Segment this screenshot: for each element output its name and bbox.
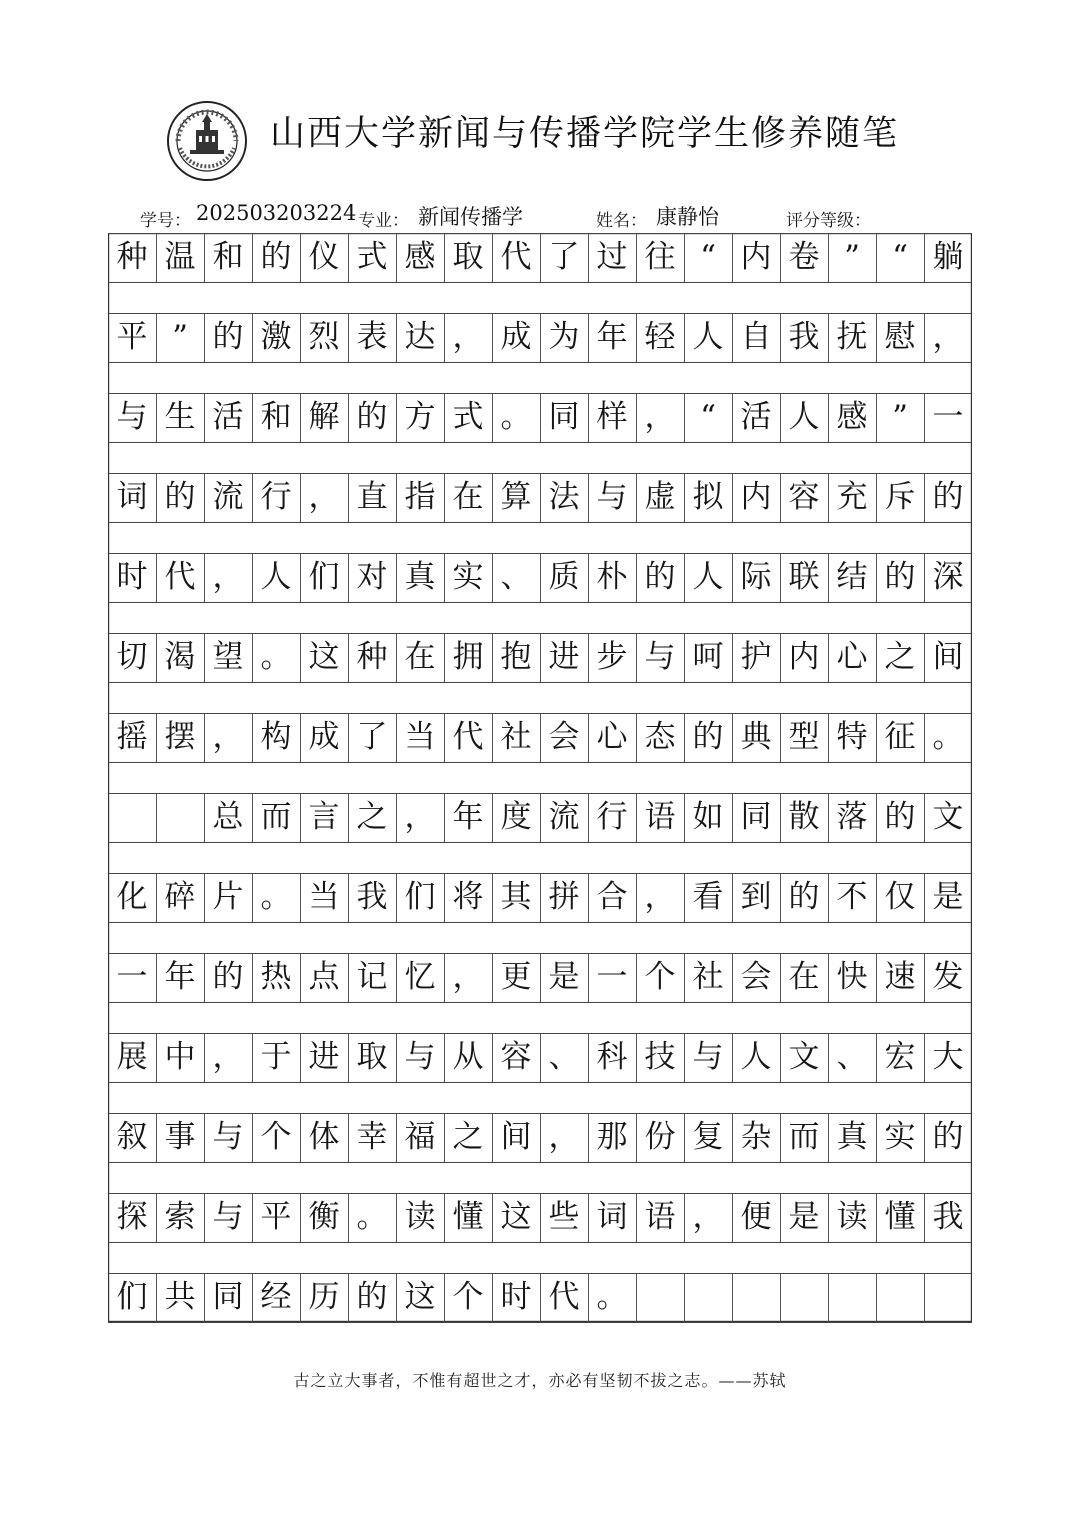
grid-char: 速: [884, 959, 916, 995]
grid-char: 卷: [788, 239, 820, 275]
essay-line: [108, 233, 972, 282]
essay-line: [108, 953, 972, 1002]
grid-char: 到: [740, 879, 772, 915]
grid-char: ”: [172, 319, 188, 355]
grade-label: 评分等级：: [786, 211, 871, 231]
grid-char: 词: [116, 479, 148, 515]
essay-line: [108, 633, 972, 682]
grid-char: 内: [740, 479, 772, 515]
grid-char: ，: [644, 879, 676, 915]
grid-char: 摇: [116, 719, 148, 755]
grid-char: [108, 793, 156, 842]
grid-char: 社: [692, 959, 724, 995]
grid-char: 经: [260, 1279, 292, 1315]
grid-char: 复: [692, 1119, 724, 1155]
name-value: 康静怡: [656, 205, 719, 229]
grid-char: 种: [116, 239, 148, 275]
essay-line: [108, 473, 972, 522]
grid-char: 成: [308, 719, 340, 755]
grid-char: 是: [788, 1199, 820, 1235]
grid-char: 典: [740, 719, 772, 755]
grid-char: 是: [548, 959, 580, 995]
grid-char: 个: [644, 959, 676, 995]
grid-char: 的: [356, 1279, 388, 1315]
grid-char: 在: [452, 479, 484, 515]
grid-char: 烈: [308, 319, 340, 355]
grid-char: 一: [596, 959, 628, 995]
grid-char: 忆: [404, 959, 436, 995]
grid-char: 式: [452, 399, 484, 435]
grid-char: 幸: [356, 1119, 388, 1155]
grid-char: 代: [164, 559, 196, 595]
grid-char: 会: [740, 959, 772, 995]
grid-char: 的: [692, 719, 724, 755]
grid-char: 语: [644, 1199, 676, 1235]
grid-char: 特: [836, 719, 868, 755]
grid-char: 渴: [164, 639, 196, 675]
grid-char: 这: [500, 1199, 532, 1235]
grid-char: 望: [212, 639, 244, 675]
grid-char: 呵: [692, 639, 724, 675]
grid-char: 懂: [884, 1199, 916, 1235]
grid-char: 直: [356, 479, 388, 515]
grid-char: ，: [692, 1199, 724, 1235]
grid-char: 行: [260, 479, 292, 515]
grid-char: 展: [116, 1039, 148, 1075]
grid-char: 仪: [308, 239, 340, 275]
grid-char: ，: [644, 399, 676, 435]
grid-char: 时: [500, 1279, 532, 1315]
grid-char: 实: [884, 1119, 916, 1155]
essay-line: [108, 873, 972, 922]
grid-char: 温: [164, 239, 196, 275]
grid-char: ，: [212, 559, 244, 595]
grid-char: 而: [260, 799, 292, 835]
grid-char: 当: [404, 719, 436, 755]
grid-char: 同: [740, 799, 772, 835]
grid-char: 词: [596, 1199, 628, 1235]
essay-line: [108, 1113, 972, 1162]
grid-char: 与: [404, 1039, 436, 1075]
grid-char: 切: [116, 639, 148, 675]
grid-char: 征: [884, 719, 916, 755]
grid-char: 的: [932, 1119, 964, 1155]
essay-line: [108, 313, 972, 362]
grid-char: 大: [932, 1039, 964, 1075]
grid-char: 同: [212, 1279, 244, 1315]
grid-char: 看: [692, 879, 724, 915]
grid-char: 斥: [884, 479, 916, 515]
grid-char: 将: [452, 879, 484, 915]
grid-char: 与: [692, 1039, 724, 1075]
grid-char: ”: [892, 399, 908, 435]
grid-char: 的: [644, 559, 676, 595]
grid-char: 为: [548, 319, 580, 355]
grid-char: 个: [452, 1279, 484, 1315]
grid-char: 算: [500, 479, 532, 515]
grid-char: 化: [116, 879, 148, 915]
student-info-bar: [140, 200, 940, 236]
grid-char: 而: [788, 1119, 820, 1155]
grid-char: 进: [548, 639, 580, 675]
grid-char: 更: [500, 959, 532, 995]
grid-char: 。: [500, 399, 532, 435]
grid-char: 文: [932, 799, 964, 835]
grid-char: 内: [740, 239, 772, 275]
grid-char: 种: [356, 639, 388, 675]
grid-char: 。: [932, 719, 964, 755]
grid-char: 叙: [116, 1119, 148, 1155]
grid-char: 片: [212, 879, 244, 915]
grid-char: 平: [260, 1199, 292, 1235]
grid-char: 拼: [548, 879, 580, 915]
grid-char: 社: [500, 719, 532, 755]
grid-char: 历: [308, 1279, 340, 1315]
grid-char: 容: [788, 479, 820, 515]
grid-char: 人: [692, 559, 724, 595]
grid-char: 与: [212, 1199, 244, 1235]
grid-char: 摆: [164, 719, 196, 755]
grid-char: 型: [788, 719, 820, 755]
grid-char: 如: [692, 799, 724, 835]
grid-char: 们: [308, 559, 340, 595]
grid-char: “: [700, 399, 716, 435]
grid-char: 取: [452, 239, 484, 275]
grid-char: 取: [356, 1039, 388, 1075]
grid-char: 的: [932, 479, 964, 515]
grid-char: 之: [452, 1119, 484, 1155]
grid-char: 不: [836, 879, 868, 915]
grid-char: 流: [212, 479, 244, 515]
grid-char: 的: [260, 239, 292, 275]
grid-char: 总: [212, 799, 244, 835]
grid-char: 仅: [884, 879, 916, 915]
grid-char: 个: [260, 1119, 292, 1155]
grid-char: 感: [404, 239, 436, 275]
grid-char: 方: [404, 399, 436, 435]
grid-char: 抱: [500, 639, 532, 675]
grid-char: 式: [356, 239, 388, 275]
grid-char: 质: [548, 559, 580, 595]
grid-char: 索: [164, 1199, 196, 1235]
grid-char: 间: [500, 1119, 532, 1155]
grid-char: 。: [260, 879, 292, 915]
grid-char: ，: [452, 319, 484, 355]
grid-char: 事: [164, 1119, 196, 1155]
grid-char: “: [700, 239, 716, 275]
footer-quote: 古之立大事者，不惟有超世之才，亦必有坚韧不拔之志。——苏轼: [293, 1371, 787, 1390]
essay-line: [108, 713, 972, 762]
grid-char: 的: [356, 399, 388, 435]
grid-char: 便: [740, 1199, 772, 1235]
grid-char: 容: [500, 1039, 532, 1075]
grid-char: 表: [356, 319, 388, 355]
grid-char: 护: [740, 639, 772, 675]
grid-char: 与: [644, 639, 676, 675]
grid-char: 于: [260, 1039, 292, 1075]
grid-char: 一: [116, 959, 148, 995]
grid-char: [156, 793, 204, 842]
grid-char: 拟: [692, 479, 724, 515]
grid-char: 与: [596, 479, 628, 515]
grid-char: 中: [164, 1039, 196, 1075]
grid-char: 其: [500, 879, 532, 915]
grid-char: 朴: [596, 559, 628, 595]
grid-char: 抚: [836, 319, 868, 355]
major-value: 新闻传播学: [418, 205, 523, 229]
grid-char: 人: [788, 399, 820, 435]
grid-char: 份: [644, 1119, 676, 1155]
grid-char: 人: [740, 1039, 772, 1075]
grid-char: 。: [596, 1279, 628, 1315]
grid-char: 活: [740, 399, 772, 435]
grid-char: 落: [836, 799, 868, 835]
grid-char: 言: [308, 799, 340, 835]
grid-char: 衡: [308, 1199, 340, 1235]
grid-char: 真: [404, 559, 436, 595]
grid-char: 的: [788, 879, 820, 915]
grid-char: 平: [116, 319, 148, 355]
grid-char: 和: [260, 399, 292, 435]
grid-char: 的: [884, 799, 916, 835]
grid-char: 共: [164, 1279, 196, 1315]
grid-char: 从: [452, 1039, 484, 1075]
grid-char: 和: [212, 239, 244, 275]
grid-char: 记: [356, 959, 388, 995]
grid-char: 杂: [740, 1119, 772, 1155]
grid-char: 合: [596, 879, 628, 915]
grid-char: 、: [836, 1039, 868, 1075]
grid-char: 快: [836, 959, 868, 995]
grid-char: 。: [356, 1199, 388, 1235]
grid-char: 那: [596, 1119, 628, 1155]
grid-char: 年: [164, 959, 196, 995]
grid-char: 的: [212, 319, 244, 355]
grid-char: 之: [884, 639, 916, 675]
grid-char: 充: [836, 479, 868, 515]
grid-char: 度: [500, 799, 532, 835]
grid-char: 与: [116, 399, 148, 435]
grid-char: 散: [788, 799, 820, 835]
grid-char: 虚: [644, 479, 676, 515]
grid-char: 读: [836, 1199, 868, 1235]
grid-char: 代: [452, 719, 484, 755]
essay-line: [108, 1033, 972, 1082]
grid-char: 自: [740, 319, 772, 355]
grid-char: 步: [596, 639, 628, 675]
grid-char: 真: [836, 1119, 868, 1155]
grid-char: 时: [116, 559, 148, 595]
grid-char: 构: [260, 719, 292, 755]
grid-char: 态: [644, 719, 676, 755]
grid-char: 与: [212, 1119, 244, 1155]
grid-char: 读: [404, 1199, 436, 1235]
grid-char: 结: [836, 559, 868, 595]
grid-char: 碎: [164, 879, 196, 915]
grid-char: 的: [164, 479, 196, 515]
essay-line: [108, 1273, 972, 1322]
grid-char: 们: [116, 1279, 148, 1315]
grid-char: 心: [836, 639, 868, 675]
grid-char: 。: [260, 639, 292, 675]
grid-char: 法: [548, 479, 580, 515]
grid-char: ，: [404, 799, 436, 835]
grid-char: 了: [548, 239, 580, 275]
grid-char: 的: [884, 559, 916, 595]
grid-char: 这: [308, 639, 340, 675]
grid-char: 、: [548, 1039, 580, 1075]
grid-char: ，: [212, 1039, 244, 1075]
grid-char: ，: [932, 319, 964, 355]
grid-char: 体: [308, 1119, 340, 1155]
grid-char: 际: [740, 559, 772, 595]
student-id-label: 学号：: [140, 211, 191, 231]
grid-char: 发: [932, 959, 964, 995]
grid-char: 在: [404, 639, 436, 675]
major-label: 专业：: [358, 211, 409, 231]
grid-char: 同: [548, 399, 580, 435]
grid-char: 福: [404, 1119, 436, 1155]
grid-char: 懂: [452, 1199, 484, 1235]
grid-char: 样: [596, 399, 628, 435]
grid-char: 科: [596, 1039, 628, 1075]
grid-char: 年: [596, 319, 628, 355]
grid-char: 生: [164, 399, 196, 435]
grid-char: 技: [644, 1039, 676, 1075]
grid-char: 热: [260, 959, 292, 995]
essay-line: [108, 393, 972, 442]
grid-char: 内: [788, 639, 820, 675]
grid-char: 人: [260, 559, 292, 595]
grid-char: “: [892, 239, 908, 275]
grid-char: 感: [836, 399, 868, 435]
grid-char: 心: [596, 719, 628, 755]
grid-char: 宏: [884, 1039, 916, 1075]
grid-char: 一: [932, 399, 964, 435]
grid-char: 行: [596, 799, 628, 835]
essay-line: [108, 793, 972, 842]
grid-char: 成: [500, 319, 532, 355]
grid-char: 间: [932, 639, 964, 675]
grid-char: 点: [308, 959, 340, 995]
grid-char: ，: [212, 719, 244, 755]
grid-char: 探: [116, 1199, 148, 1235]
grid-char: 活: [212, 399, 244, 435]
grid-char: 们: [404, 879, 436, 915]
grid-char: 了: [356, 719, 388, 755]
grid-char: ，: [452, 959, 484, 995]
page-title: 山西大学新闻与传播学院学生修养随笔: [270, 114, 900, 154]
grid-char: 、: [500, 559, 532, 595]
grid-char: ，: [308, 479, 340, 515]
grid-char: 躺: [932, 239, 964, 275]
grid-char: ”: [844, 239, 860, 275]
grid-char: 些: [548, 1199, 580, 1235]
name-label: 姓名：: [596, 211, 647, 231]
grid-char: 是: [932, 879, 964, 915]
essay-grid: [108, 233, 972, 1351]
grid-char: 文: [788, 1039, 820, 1075]
grid-char: 实: [452, 559, 484, 595]
page-header: [0, 88, 1080, 168]
grid-char: 在: [788, 959, 820, 995]
student-id-value: 202503203224: [196, 201, 357, 225]
grid-char: 联: [788, 559, 820, 595]
grid-char: 进: [308, 1039, 340, 1075]
grid-char: 达: [404, 319, 436, 355]
grid-char: 会: [548, 719, 580, 755]
grid-char: 这: [404, 1279, 436, 1315]
grid-char: 的: [212, 959, 244, 995]
grid-char: ，: [548, 1119, 580, 1155]
grid-char: 拥: [452, 639, 484, 675]
grid-char: 代: [548, 1279, 580, 1315]
grid-char: 年: [452, 799, 484, 835]
grid-char: 语: [644, 799, 676, 835]
grid-char: 我: [788, 319, 820, 355]
grid-char: 我: [356, 879, 388, 915]
grid-char: 慰: [884, 319, 916, 355]
grid-char: 深: [932, 559, 964, 595]
grid-char: 我: [932, 1199, 964, 1235]
grid-char: 之: [356, 799, 388, 835]
grid-char: 激: [260, 319, 292, 355]
grid-char: 当: [308, 879, 340, 915]
grid-char: 代: [500, 239, 532, 275]
grid-char: 往: [644, 239, 676, 275]
grid-char: 解: [308, 399, 340, 435]
grid-char: 对: [356, 559, 388, 595]
university-seal-icon: [166, 100, 248, 182]
grid-char: 流: [548, 799, 580, 835]
grid-char: 指: [404, 479, 436, 515]
essay-line: [108, 553, 972, 602]
grid-char: 轻: [644, 319, 676, 355]
grid-char: 过: [596, 239, 628, 275]
essay-line: [108, 1193, 972, 1242]
grid-char: 人: [692, 319, 724, 355]
